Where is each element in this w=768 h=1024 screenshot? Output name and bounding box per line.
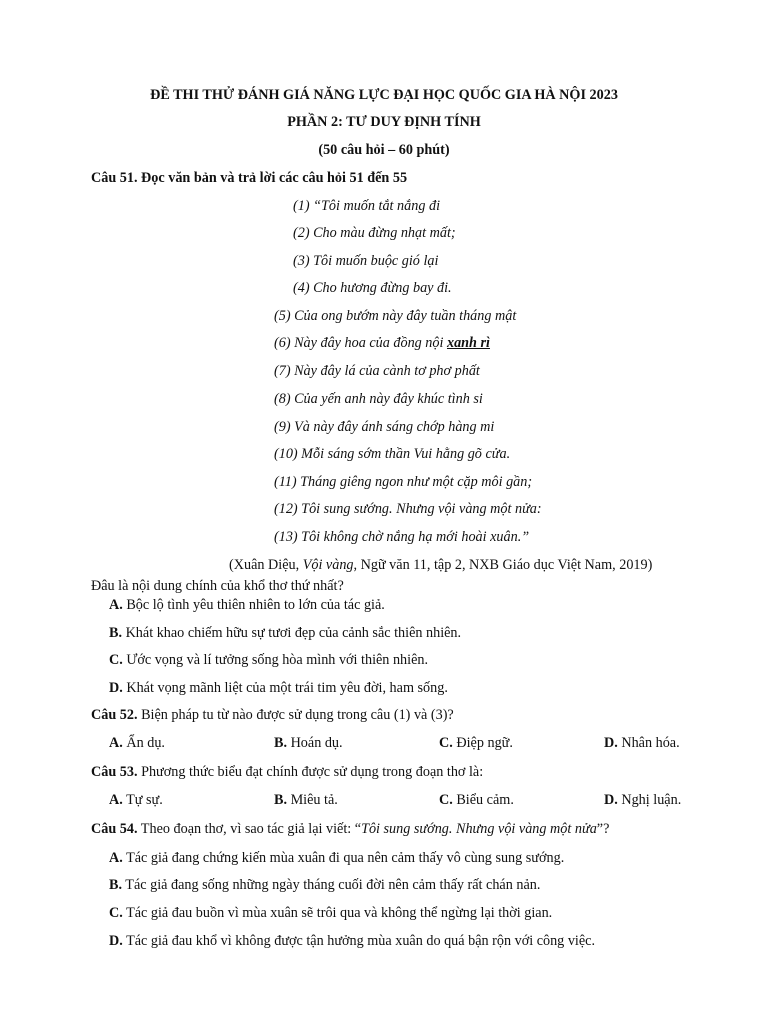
option-text: Bộc lộ tình yêu thiên nhiên to lớn của tác giả. — [122, 597, 385, 613]
poem-line: (5) Của ong bướm này đây tuần tháng mật — [274, 308, 517, 324]
q52-option-c — [439, 734, 513, 752]
question-text: Theo đoạn thơ, vì sao tác giả lại viết: “ — [137, 821, 362, 837]
option-key: D. — [109, 933, 123, 949]
option-text: Miêu tả. — [287, 792, 338, 808]
option-key: D. — [109, 680, 123, 696]
part-title: PHẦN 2: TƯ DUY ĐỊNH TÍNH — [287, 114, 481, 130]
source-title: Vội vàng — [302, 557, 354, 573]
poem-line: (8) Của yến anh này đây khúc tình si — [274, 391, 483, 407]
question-text: Biện pháp tu từ nào được sử dụng trong câu (1) và (3)? — [137, 707, 454, 723]
source-suffix: , Ngữ văn 11, tập 2, NXB Giáo dục Việt Nam, 2019) — [353, 557, 653, 573]
duration-note: (50 câu hỏi – 60 phút) — [318, 142, 450, 158]
option-key: B. — [109, 625, 123, 641]
option-text: Khát vọng mãnh liệt của một trái tim yêu đời, ham sống. — [122, 680, 448, 696]
q53-question — [91, 763, 483, 781]
option-text: Tác giả đau khổ vì không được tận hưởng mùa xuân do quá bận rộn với công việc. — [122, 933, 596, 949]
option-key: B. — [274, 735, 288, 751]
poem-line: (7) Này đây lá của cành tơ phơ phất — [274, 363, 480, 379]
q52-question — [91, 706, 454, 724]
option-text: Khát khao chiếm hữu sự tươi đẹp của cảnh sắc thiên nhiên. — [122, 625, 462, 641]
q53-option-d — [604, 791, 681, 809]
option-text: Biểu cảm. — [452, 792, 514, 808]
poem-source — [229, 556, 652, 574]
option-text: Tác giả đang sống những ngày tháng cuối đời nên cảm thấy rất chán nản. — [122, 877, 541, 893]
question-quote: Tôi sung sướng. Nhưng vội vàng một nửa — [361, 821, 597, 837]
option-key: A. — [109, 792, 123, 808]
question-text-end: ”? — [596, 821, 610, 837]
q52-option-a — [109, 734, 165, 752]
poem-line: (4) Cho hương đừng bay đi. — [293, 280, 452, 296]
option-key: D. — [604, 735, 618, 751]
q51-option-a — [109, 596, 385, 614]
option-text: Nhân hóa. — [617, 735, 680, 751]
question-label: Câu 53. — [91, 764, 138, 780]
question-label: Câu 52. — [91, 707, 138, 723]
question-text: Phương thức biểu đạt chính được sử dụng trong đoạn thơ là: — [137, 764, 484, 780]
q54-option-a — [109, 849, 564, 867]
option-key: B. — [109, 877, 123, 893]
poem-line-6 — [274, 334, 490, 352]
option-text: Tự sự. — [122, 792, 163, 808]
poem-line: (1) “Tôi muốn tắt nắng đi — [293, 198, 441, 214]
q54-question — [91, 820, 609, 838]
option-text: Điệp ngữ. — [452, 735, 513, 751]
poem-line: (13) Tôi không chờ nắng hạ mới hoài xuân.” — [274, 529, 530, 545]
poem-line: (3) Tôi muốn buộc gió lại — [293, 253, 439, 269]
option-key: C. — [109, 905, 123, 921]
option-key: A. — [109, 597, 123, 613]
q51-heading: Câu 51. Đọc văn bản và trả lời các câu hỏi 51 đến 55 — [91, 170, 408, 186]
poem-highlight: xanh rì — [446, 335, 490, 351]
option-key: B. — [274, 792, 288, 808]
option-key: C. — [439, 735, 453, 751]
poem-line: (2) Cho màu đừng nhạt mất; — [293, 225, 456, 241]
q51-option-d — [109, 679, 448, 697]
option-text: Nghị luận. — [617, 792, 682, 808]
q52-option-d — [604, 734, 680, 752]
source-prefix: (Xuân Diệu, — [229, 557, 303, 573]
option-text: Hoán dụ. — [287, 735, 343, 751]
option-key: C. — [439, 792, 453, 808]
q53-option-c — [439, 791, 514, 809]
option-text: Ước vọng và lí tưởng sống hòa mình với thiên nhiên. — [122, 652, 429, 668]
option-key: C. — [109, 652, 123, 668]
q51-option-b — [109, 624, 461, 642]
option-text: Tác giả đang chứng kiến mùa xuân đi qua nên cảm thấy vô cùng sung sướng. — [122, 850, 565, 866]
q53-option-a — [109, 791, 163, 809]
poem-line-text: (6) Này đây hoa của đồng nội — [274, 335, 447, 351]
option-key: A. — [109, 735, 123, 751]
poem-line: (9) Và này đây ánh sáng chớp hàng mi — [274, 419, 495, 435]
option-key: A. — [109, 850, 123, 866]
poem-line: (12) Tôi sung sướng. Nhưng vội vàng một nửa: — [274, 501, 542, 517]
q51-option-c — [109, 651, 428, 669]
q52-option-b — [274, 734, 343, 752]
option-key: D. — [604, 792, 618, 808]
q54-option-d — [109, 932, 595, 950]
q53-option-b — [274, 791, 338, 809]
q54-option-b — [109, 876, 540, 894]
q54-option-c — [109, 904, 552, 922]
poem-line: (11) Tháng giêng ngon như một cặp môi gần; — [274, 474, 533, 490]
option-text: Ẩn dụ. — [122, 735, 165, 751]
question-label: Câu 54. — [91, 821, 138, 837]
poem-line: (10) Mỗi sáng sớm thần Vui hằng gõ cửa. — [274, 446, 511, 462]
exam-title: ĐỀ THI THỬ ĐÁNH GIÁ NĂNG LỰC ĐẠI HỌC QUỐC GIA HÀ NỘI 2023 — [150, 87, 618, 103]
option-text: Tác giả đau buồn vì mùa xuân sẽ trôi qua và không thể ngừng lại thời gian. — [122, 905, 553, 921]
q51-question: Đâu là nội dung chính của khổ thơ thứ nhất? — [91, 578, 344, 594]
